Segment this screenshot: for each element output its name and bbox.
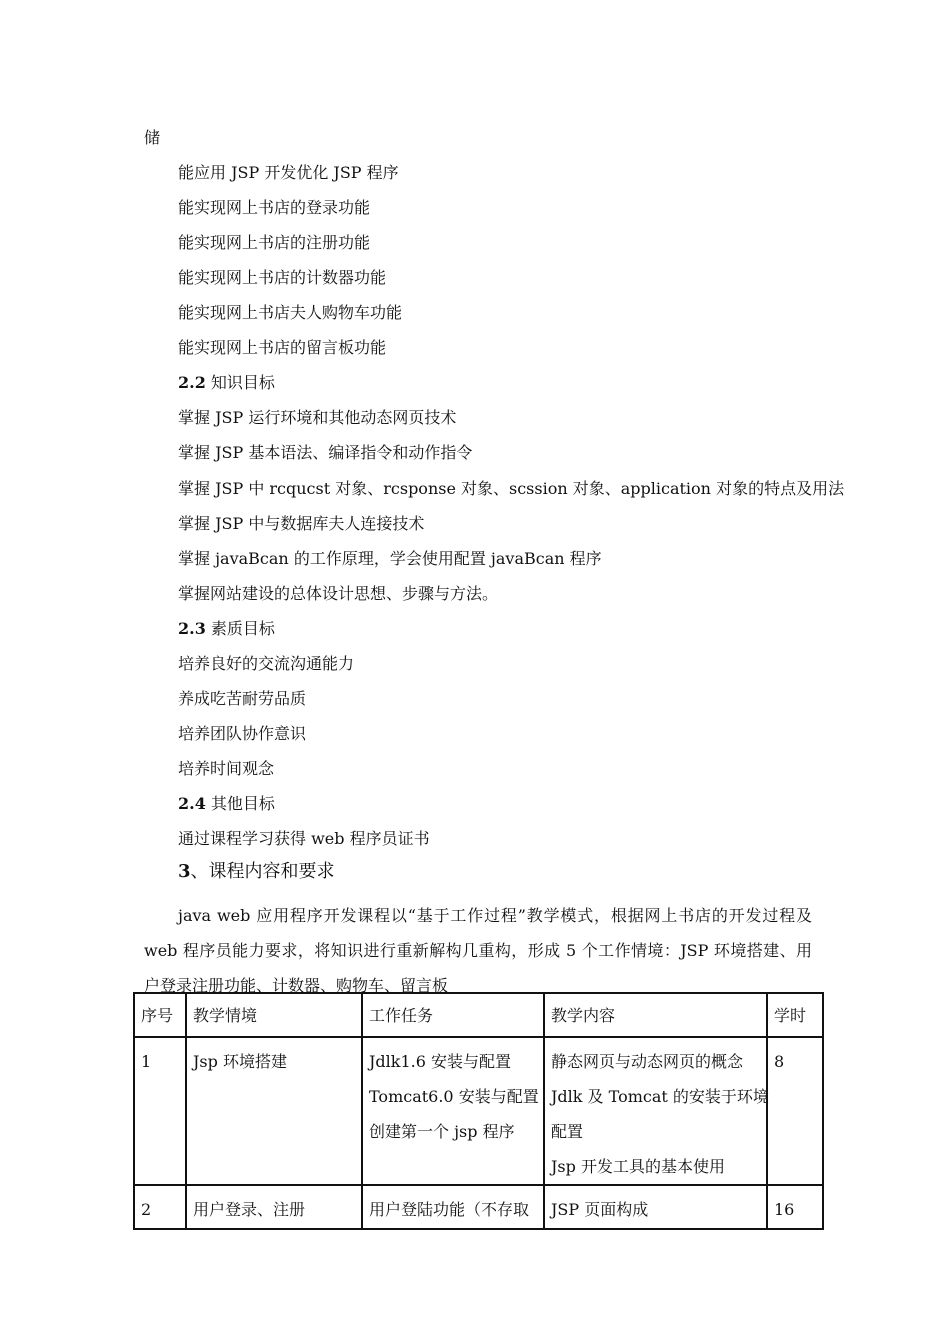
text-line: 掌握 JSP 基本语法、编译指令和动作指令 xyxy=(178,443,473,462)
table-cell-no: 2 xyxy=(134,1185,186,1229)
content-line: 配置 xyxy=(551,1122,584,1141)
table-header-cell: 工作任务 xyxy=(362,993,544,1037)
content-line: Jdlk 及 Tomcat 的安装于环境 xyxy=(551,1087,769,1106)
task-line: 用户登陆功能（不存取 xyxy=(369,1200,530,1219)
text-line: 储 xyxy=(144,128,161,147)
text-line: 掌握 javaBcan 的工作原理，学会使用配置 javaBcan 程序 xyxy=(178,549,602,568)
section-number: 2.3 xyxy=(178,619,206,638)
body-paragraph: java web 应用程序开发课程以“基于工作过程”教学模式，根据网上书店的开发过程及 web 程序员能力要求，将知识进行重新解构几重构，形成 5 个工作情境：JSP 环境搭建、用户登录注册功能、计数器、购物车、留言板 xyxy=(144,906,812,995)
section-heading-2-2 xyxy=(178,373,275,393)
table-cell-tasks xyxy=(362,1037,544,1185)
content-line: JSP 页面构成 xyxy=(551,1200,649,1219)
text-line: 能实现网上书店的留言板功能 xyxy=(178,338,387,357)
section-title: 其他目标 xyxy=(205,794,275,813)
text-line: 培养时间观念 xyxy=(178,759,275,778)
section-number: 3 xyxy=(178,861,191,882)
table-cell-situation: Jsp 环境搭建 xyxy=(186,1037,362,1185)
table-header-cell: 教学情境 xyxy=(186,993,362,1037)
section-heading-3 xyxy=(178,861,335,883)
text-line: 掌握 JSP 运行环境和其他动态网页技术 xyxy=(178,408,457,427)
text-line: 能实现网上书店的注册功能 xyxy=(178,233,371,252)
table-header-row xyxy=(134,993,823,1037)
section-title: 、课程内容和要求 xyxy=(190,861,335,882)
text-line: 能实现网上书店的计数器功能 xyxy=(178,268,387,287)
task-line: Tomcat6.0 安装与配置 xyxy=(369,1087,539,1106)
table-cell-content xyxy=(544,1037,767,1185)
section-heading-2-3 xyxy=(178,619,275,639)
table-header-cell: 教学内容 xyxy=(544,993,767,1037)
table-cell-hours: 16 xyxy=(767,1185,823,1229)
table-header-cell: 学时 xyxy=(767,993,823,1037)
table-header-cell: 序号 xyxy=(134,993,186,1037)
text-line: 掌握 JSP 中 rcqucst 对象、rcsponse 对象、scssion 对象、application 对象的特点及用法 xyxy=(178,479,845,498)
table-cell-tasks xyxy=(362,1185,544,1229)
content-line: Jsp 开发工具的基本使用 xyxy=(551,1157,725,1176)
course-table xyxy=(133,992,824,1230)
text-line: 能实现网上书店夫人购物车功能 xyxy=(178,303,403,322)
text-line: 掌握 JSP 中与数据库夫人连接技术 xyxy=(178,514,425,533)
text-line: 养成吃苦耐劳品质 xyxy=(178,689,307,708)
table-cell-hours: 8 xyxy=(767,1037,823,1185)
table-cell-no: 1 xyxy=(134,1037,186,1185)
section-heading-2-4 xyxy=(178,794,275,814)
table-row xyxy=(134,1037,823,1185)
text-line: 培养良好的交流沟通能力 xyxy=(178,654,355,673)
section-title: 素质目标 xyxy=(205,619,275,638)
section-number: 2.2 xyxy=(178,373,206,392)
task-line: Jdlk1.6 安装与配置 xyxy=(369,1052,512,1071)
section-number: 2.4 xyxy=(178,794,206,813)
table-row xyxy=(134,1185,823,1229)
table-cell-content xyxy=(544,1185,767,1229)
text-line: 培养团队协作意识 xyxy=(178,724,307,743)
table-cell-situation: 用户登录、注册 xyxy=(186,1185,362,1229)
task-line: 创建第一个 jsp 程序 xyxy=(369,1122,515,1141)
text-line: 通过课程学习获得 web 程序员证书 xyxy=(178,829,430,848)
text-line: 掌握网站建设的总体设计思想、步骤与方法。 xyxy=(178,584,499,603)
text-line: 能实现网上书店的登录功能 xyxy=(178,198,371,217)
text-line: 能应用 JSP 开发优化 JSP 程序 xyxy=(178,163,399,182)
section-title: 知识目标 xyxy=(205,373,275,392)
content-line: 静态网页与动态网页的概念 xyxy=(551,1052,744,1071)
